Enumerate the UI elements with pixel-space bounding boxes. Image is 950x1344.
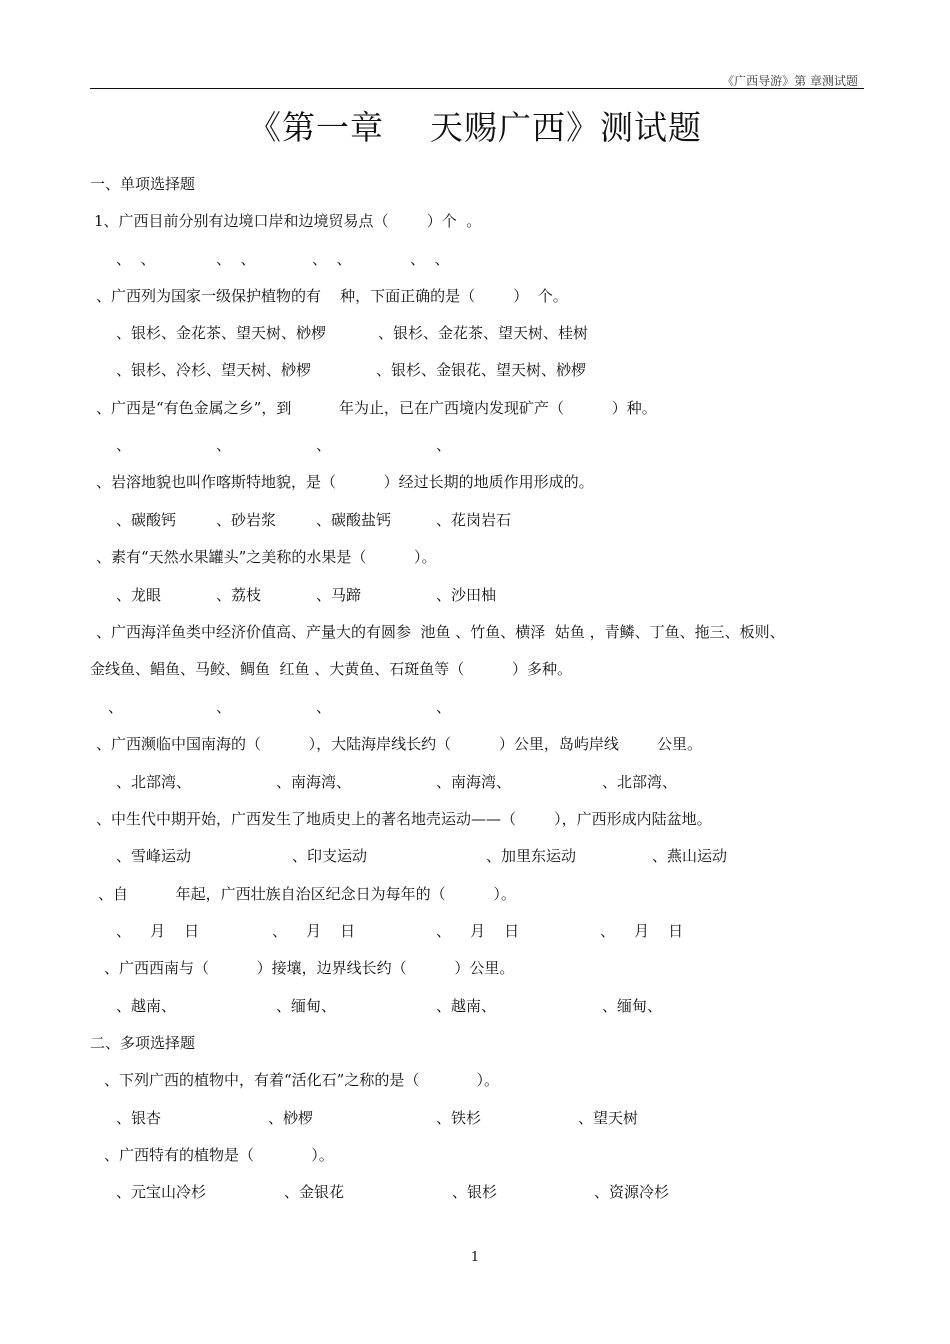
question-stem: 、广西西南与（ ）接壤，边界线长约（ ）公里。 (104, 959, 515, 977)
option-a: 、 月 日 (116, 922, 200, 940)
question-stem: 、素有“天然水果罐头”之美称的水果是（ ）。 (96, 548, 437, 566)
option-d: 、北部湾、 (602, 773, 678, 791)
question-stem: 、中生代中期开始，广西发生了地质史上的著名地壳运动——（ ），广西形成内陆盆地。 (96, 810, 712, 828)
option-b: 、 (216, 698, 232, 716)
option-d: 、资源冷杉 (594, 1183, 670, 1201)
option-d: 、 (436, 436, 452, 454)
option-d: 、燕山运动 (652, 847, 728, 865)
option-a: 、 (108, 698, 124, 716)
option-c: 、 (316, 698, 332, 716)
option-c: 、 (316, 436, 332, 454)
option-a: 、元宝山冷杉 (116, 1183, 207, 1201)
question-stem: 、广西海洋鱼类中经济价值高、产量大的有圆参 池鱼 、竹鱼、横泽 姑鱼 ，青鳞、丁鱼、拖三、板则、 (96, 623, 785, 641)
question-options (0, 1182, 950, 1202)
option-a: 、银杉、金花茶、望天树、桫椤 (116, 324, 327, 342)
option-c: 、 月 日 (436, 922, 520, 940)
question-options (0, 360, 950, 380)
question-stem: 、广西列为国家一级保护植物的有 种，下面正确的是（ ） 个。 (96, 287, 568, 305)
option-a: 、越南、 (116, 997, 177, 1015)
option-b: 、印支运动 (292, 847, 368, 865)
option-b: 、南海湾、 (276, 773, 352, 791)
question-options (0, 996, 950, 1016)
question-options (0, 846, 950, 866)
option-b: 、砂岩浆 (216, 511, 277, 529)
option-b: 、 月 日 (272, 922, 356, 940)
question-options (0, 697, 950, 717)
option-b: 、桫椤 (268, 1109, 314, 1127)
option-b: 、金银花 (284, 1183, 345, 1201)
option-c: 、银杉 (452, 1183, 498, 1201)
option-a: 、龙眼 (116, 586, 162, 604)
question-options (0, 249, 950, 269)
option-b: 、银杉、金花茶、望天树、桂树 (378, 324, 589, 342)
option-d: 、银杉、金银花、望天树、桫椤 (376, 361, 587, 379)
option-c: 、南海湾、 (436, 773, 512, 791)
running-header: 《广西导游》第 章测试题 (722, 74, 858, 88)
option-d: 、 月 日 (600, 922, 684, 940)
question-stem: 、自 年起，广西壮族自治区纪念日为每年的（ ）。 (98, 885, 516, 903)
option-a: 、 、 (116, 250, 156, 268)
section-heading: 一、单项选择题 (90, 175, 196, 193)
question-stem-continued: 金线鱼、鲳鱼、马鲛、鲷鱼 红鱼 、大黄鱼、石斑鱼等（ ）多种。 (90, 660, 572, 678)
option-c: 、 、 (312, 250, 352, 268)
page-title: 《第一章 天赐广西》测试题 (248, 108, 702, 147)
question-stem: 、广西特有的植物是（ ）。 (104, 1146, 334, 1164)
header-divider (90, 88, 864, 89)
option-d: 、沙田柚 (436, 586, 497, 604)
option-c: 、加里东运动 (486, 847, 577, 865)
option-b: 、 、 (216, 250, 256, 268)
option-c: 、碳酸盐钙 (316, 511, 392, 529)
option-c: 、马蹄 (316, 586, 362, 604)
question-options (0, 772, 950, 792)
question-options (0, 435, 950, 455)
option-d: 、 (436, 698, 452, 716)
option-c: 、越南、 (436, 997, 497, 1015)
question-options (0, 1108, 950, 1128)
question-stem: 、下列广西的植物中，有着“活化石”之称的是（ ）。 (104, 1071, 500, 1089)
option-b: 、 (216, 436, 232, 454)
option-d: 、 、 (410, 250, 450, 268)
option-c: 、铁杉 (436, 1109, 482, 1127)
question-stem: 、广西是“有色金属之乡”，到 年为止，已在广西境内发现矿产（ ）种。 (96, 399, 657, 417)
section-heading: 二、多项选择题 (90, 1034, 196, 1052)
question-options (0, 585, 950, 605)
option-c: 、银杉、冷杉、望天树、桫椤 (116, 361, 312, 379)
question-options (0, 510, 950, 530)
option-d: 、缅甸、 (602, 997, 663, 1015)
option-b: 、荔枝 (216, 586, 262, 604)
page-number: 1 (470, 1250, 480, 1265)
option-d: 、望天树 (578, 1109, 639, 1127)
option-a: 、银杏 (116, 1109, 162, 1127)
option-a: 、北部湾、 (116, 773, 192, 791)
question-stem: 、广西濒临中国南海的（ ），大陆海岸线长约（ ）公里，岛屿岸线 公里。 (96, 735, 703, 753)
question-stem: 、岩溶地貌也叫作喀斯特地貌，是（ ）经过长期的地质作用形成的。 (96, 473, 594, 491)
option-a: 、碳酸钙 (116, 511, 177, 529)
question-options (0, 921, 950, 941)
question-options (0, 323, 950, 343)
option-a: 、 (116, 436, 132, 454)
option-d: 、花岗岩石 (436, 511, 512, 529)
question-stem: 1、广西目前分别有边境口岸和边境贸易点（ ）个 。 (94, 212, 482, 230)
option-a: 、雪峰运动 (116, 847, 192, 865)
option-b: 、缅甸、 (276, 997, 337, 1015)
